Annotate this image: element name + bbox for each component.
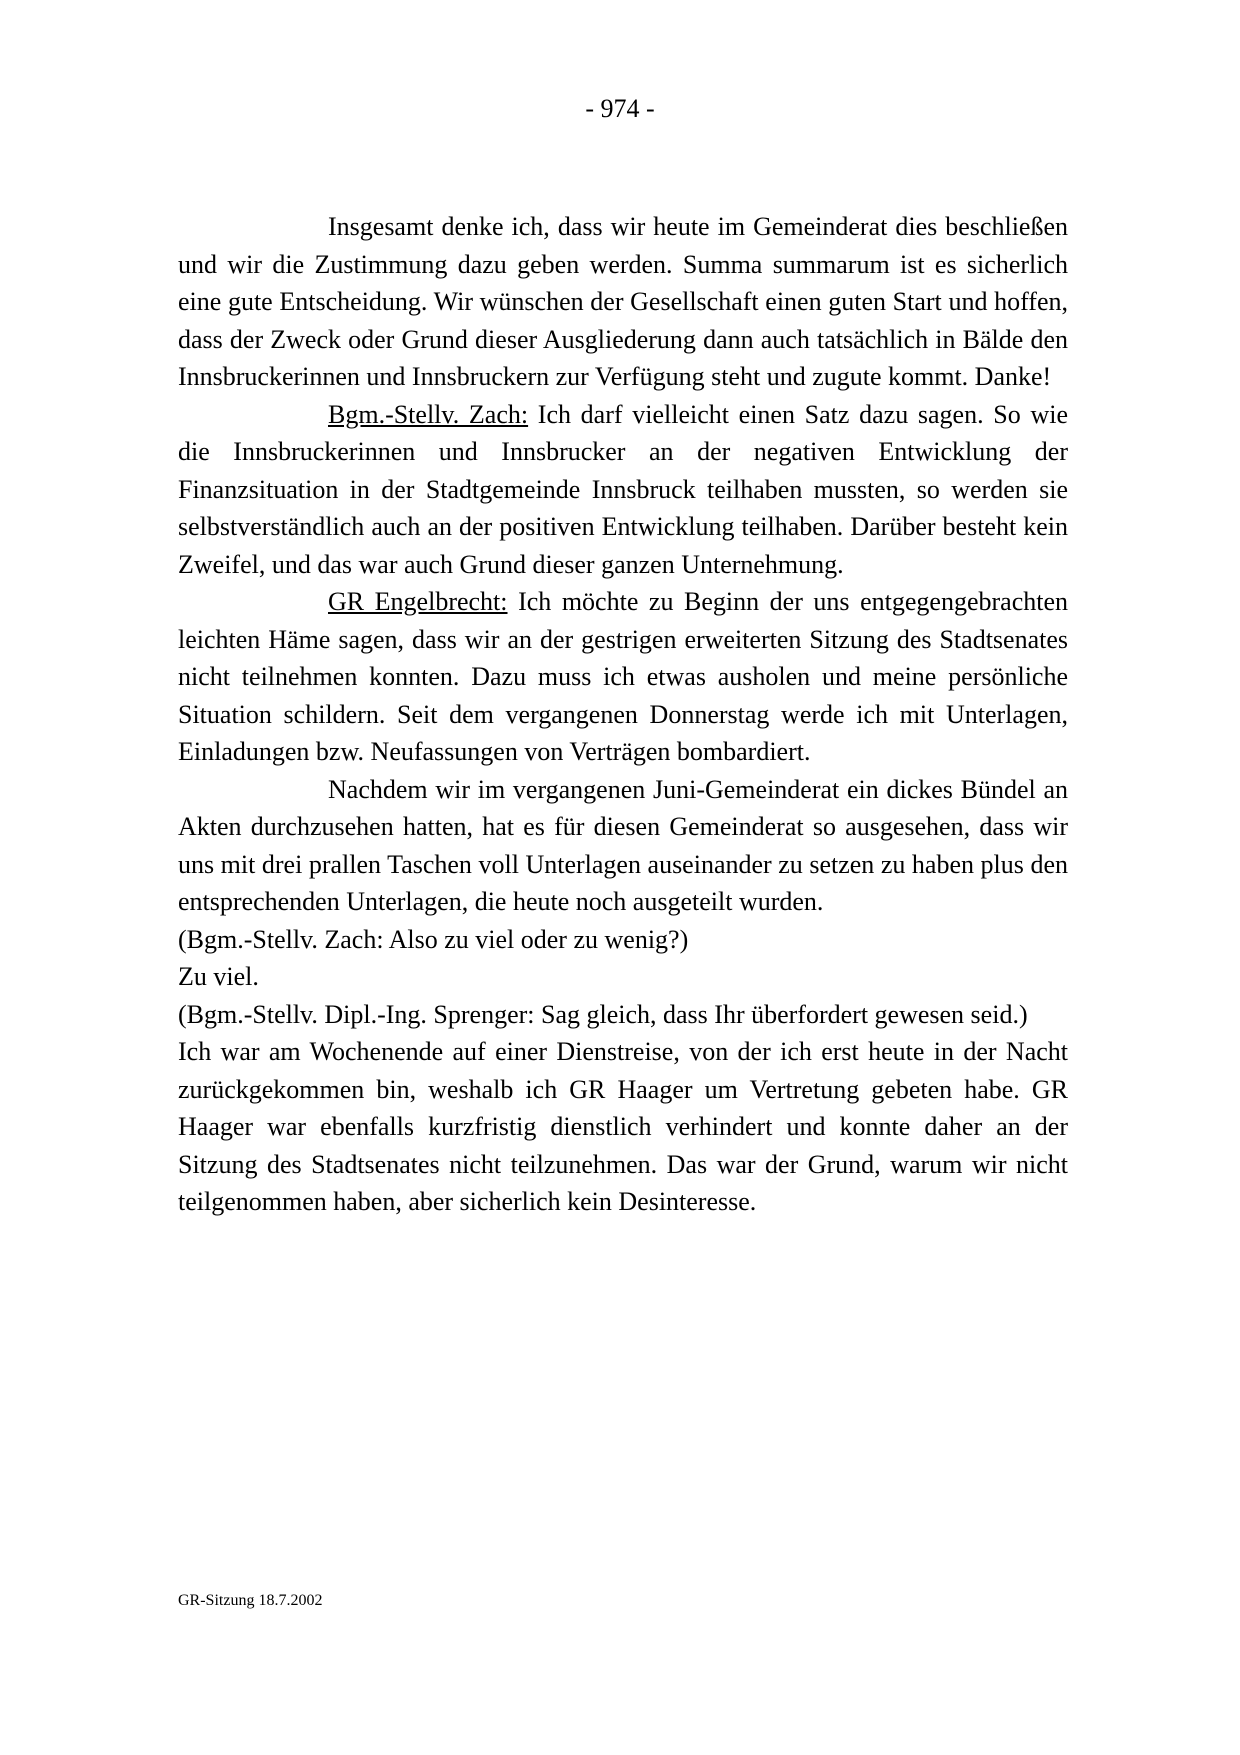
speaker-name: Bgm.-Stellv. Zach:	[328, 399, 529, 429]
interjection-sprenger: (Bgm.-Stellv. Dipl.-Ing. Sprenger: Sag gleich, dass Ihr überfordert gewesen seid.)	[178, 999, 1028, 1029]
reply-text: Zu viel.	[178, 962, 259, 991]
paragraph-closing-statement: Insgesamt denke ich, dass wir heute im Gemeinderat dies beschließen und wir die Zustimmung dazu geben werden. Summa summarum ist es sicherlich eine gute Entscheidung. Wir wünschen der Gesellschaft einen guten Start und hoffen, dass der Zweck oder Grund dieser Ausgliederung dann auch tatsächlich in Bälde den Innsbruckerinnen und Innsbruckern zur Verfügung steht und zugute kommt. Danke!	[178, 212, 1068, 391]
paragraph-engelbrecht-explanation: Ich war am Wochenende auf einer Dienstreise, von der ich erst heute in der Nacht zurückgekommen bin, weshalb ich GR Haager um Vertretung gebeten habe. GR Haager war ebenfalls kurzfristig dienstlich verhindert und konnte daher an der Sitzung des Stadtsenates nicht teilzunehmen. Das war der Grund, warum wir nicht teilgenommen haben, aber sicherlich kein Desinteresse.	[178, 1037, 1068, 1216]
paragraph-engelbrecht-statement	[178, 583, 1068, 771]
speech-text: Ich möchte zu Beginn der uns entgegengebrachten leichten Häme sagen, dass wir an der gestrigen erweiterten Sitzung des Stadtsenates nicht teilnehmen konnten. Dazu muss ich etwas ausholen und meine persönliche Situation schildern. Seit dem vergangenen Donnerstag werde ich mit Unterlagen, Einladungen bzw. Neufassungen von Verträgen bombardiert.	[178, 587, 1068, 766]
speaker-name: GR Engelbrecht:	[328, 587, 508, 616]
paragraph-zach-statement	[178, 396, 1068, 584]
footer-session-date: GR-Sitzung 18.7.2002	[178, 1592, 323, 1609]
speech-text: Ich darf vielleicht einen Satz dazu sagen. So wie die Innsbruckerinnen und Innsbrucker an der negativen Entwicklung der Finanzsituation in der Stadtgemeinde Innsbruck teilhaben mussten, so werden sie selbstverständlich auch an der positiven Entwicklung teilhaben. Darüber besteht kein Zweifel, und das war auch Grund dieser ganzen Unternehmung.	[178, 399, 1068, 579]
document-body	[178, 208, 1068, 1221]
page-number: - 974 -	[585, 94, 655, 123]
interjection-zach: (Bgm.-Stellv. Zach: Also zu viel oder zu wenig?)	[178, 924, 689, 954]
paragraph-engelbrecht-continued: Nachdem wir im vergangenen Juni-Gemeinderat ein dickes Bündel an Akten durchzusehen hatten, hat es für diesen Gemeinderat so ausgesehen, dass wir uns mit drei prallen Taschen voll Unterlagen auseinander zu setzen zu haben plus den entsprechenden Unterlagen, die heute noch ausgeteilt wurden.	[178, 774, 1068, 916]
